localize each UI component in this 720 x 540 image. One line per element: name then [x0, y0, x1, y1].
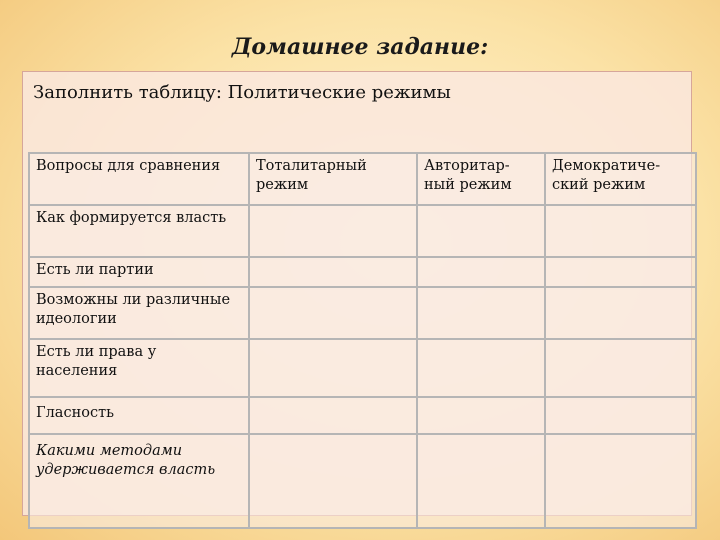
- empty-cell: [545, 339, 696, 397]
- table-row: [29, 434, 696, 528]
- header-totalitarian: Тоталитарный режим: [249, 153, 417, 205]
- comparison-table: [28, 152, 697, 529]
- row-question: Есть ли партии: [29, 257, 249, 287]
- row-question: Как формируется власть: [29, 205, 249, 257]
- empty-cell: [417, 397, 545, 434]
- empty-cell: [545, 205, 696, 257]
- table-row: [29, 397, 696, 434]
- homework-heading: Домашнее задание:: [231, 34, 489, 60]
- empty-cell: [545, 287, 696, 339]
- empty-cell: [545, 434, 696, 528]
- empty-cell: [417, 339, 545, 397]
- empty-cell: [545, 257, 696, 287]
- header-authoritarian: Авторитар-ный режим: [417, 153, 545, 205]
- row-question: Есть ли права у населения: [29, 339, 249, 397]
- empty-cell: [249, 287, 417, 339]
- empty-cell: [417, 257, 545, 287]
- empty-cell: [249, 339, 417, 397]
- row-question: Какими методами удерживается власть: [29, 434, 249, 528]
- empty-cell: [417, 287, 545, 339]
- row-question: Возможны ли различные идеологии: [29, 287, 249, 339]
- empty-cell: [417, 434, 545, 528]
- row-question: Гласность: [29, 397, 249, 434]
- empty-cell: [249, 434, 417, 528]
- header-democratic: Демократиче-ский режим: [545, 153, 696, 205]
- instruction-text: Заполнить таблицу: Политические режимы: [33, 82, 451, 103]
- table-row: [29, 205, 696, 257]
- table-row: [29, 257, 696, 287]
- table-header-row: [29, 153, 696, 205]
- empty-cell: [417, 205, 545, 257]
- empty-cell: [249, 397, 417, 434]
- empty-cell: [545, 397, 696, 434]
- table-row: [29, 287, 696, 339]
- header-questions: Вопросы для сравнения: [29, 153, 249, 205]
- content-panel: [22, 71, 692, 516]
- table-row: [29, 339, 696, 397]
- empty-cell: [249, 205, 417, 257]
- empty-cell: [249, 257, 417, 287]
